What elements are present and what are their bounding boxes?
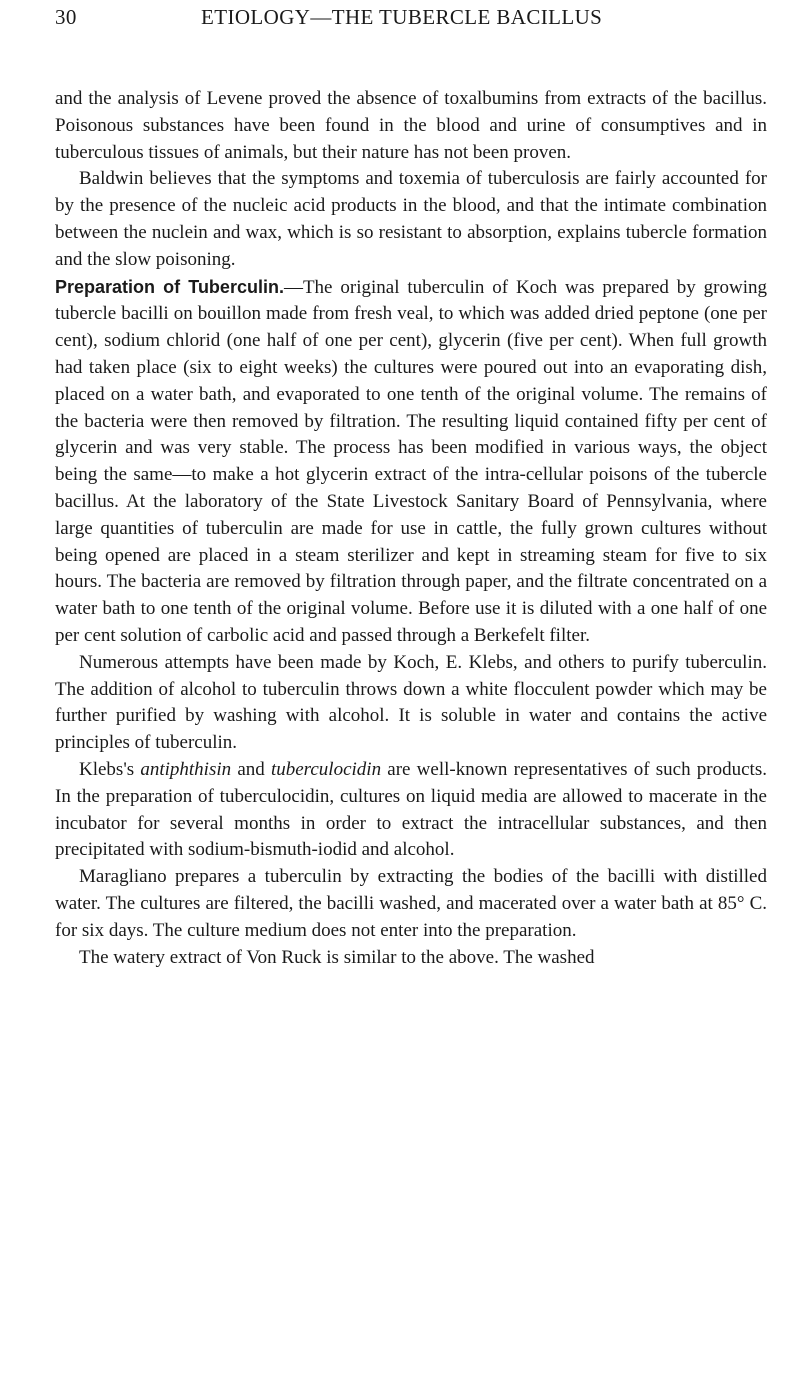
paragraph-klebs-text-b: and <box>231 758 271 780</box>
section-heading-preparation-of-tuberculin: Preparation of Tuberculin. <box>55 276 284 297</box>
running-title: ETIOLOGY—THE TUBERCLE BACILLUS <box>201 5 603 29</box>
paragraph-klebs <box>55 757 767 864</box>
book-page <box>55 0 767 971</box>
paragraph-purify: Numerous attempts have been made by Koch, E. Klebs, and others to purify tuberculin. The addition of alcohol to tuberculin throws down a white flocculent powder which may be further purified by washing with alcohol. It is soluble in water and contains the active principles of tuberculin. <box>55 651 767 754</box>
paragraph-preparation <box>55 274 767 650</box>
term-tuberculocidin: tuberculocidin <box>270 758 382 780</box>
page-number: 30 <box>55 5 77 29</box>
paragraph-von-ruck: The watery extract of Von Ruck is similar to the above. The washed <box>79 946 595 968</box>
paragraph-baldwin: Baldwin believes that the symptoms and toxemia of tuberculosis are fairly accounted for by the presence of the nucleic acid products in the blood, and that the intimate combination between the nuclein and wax, which is so resistant to absorption, explains tubercle formation and the slow poisoning. <box>55 168 767 270</box>
paragraph-maragliano: Maragliano prepares a tuberculin by extracting the bodies of the bacilli with distilled water. The cultures are filtered, the bacilli washed, and macerated over a water bath at 85° C. for six days. The culture medium does not enter into the preparation. <box>55 866 767 941</box>
paragraph-klebs-text-c: are well-known representatives of such products. In the preparation of tuberculocidin, cultures on liquid media are allowed to macerate in the incubator for several months in order to extract the intracellular substances, and then precipitated with sodium-bismuth-iodid and alcohol. <box>55 758 767 861</box>
term-antiphthisin: antiphthisin <box>140 758 232 780</box>
running-header <box>55 0 767 50</box>
body-text <box>55 86 767 971</box>
paragraph-continued: and the analysis of Levene proved the absence of toxalbumins from extracts of the bacillus. Poisonous substances have been found in the blood and urine of consumptives and in tuberculous tissues of animals, but their nature has not been proven. <box>55 88 767 163</box>
paragraph-preparation-text: —The original tuberculin of Koch was prepared by growing tubercle bacilli on bouillon made from fresh veal, to which was added dried peptone (one per cent), sodium chlorid (one half of one per cent), glycerin (five per cent). When full growth had taken place (six to eight weeks) the cultures were poured out into an evaporating dish, placed on a water bath, and evaporated to one tenth of the original volume. The remains of the bacteria were then removed by filtration. The resulting liquid contained fifty per cent of glycerin and was very stable. The process has been modified in various ways, the object being the same—to make a hot glycerin extract of the intra-cellular poisons of the tubercle bacillus. At the laboratory of the State Livestock Sanitary Board of Pennsylvania, where large quantities of tuberculin are made for use in cattle, the fully grown cultures without being opened are placed in a steam sterilizer and kept in streaming steam for five to six hours. The bacteria are removed by filtration through paper, and the filtrate concentrated on a water bath to one tenth of the original volume. Before use it is diluted with a one half of one per cent solution of carbolic acid and passed through a Berkefelt filter. <box>55 276 767 646</box>
paragraph-klebs-text-a: Klebs's <box>79 758 141 780</box>
